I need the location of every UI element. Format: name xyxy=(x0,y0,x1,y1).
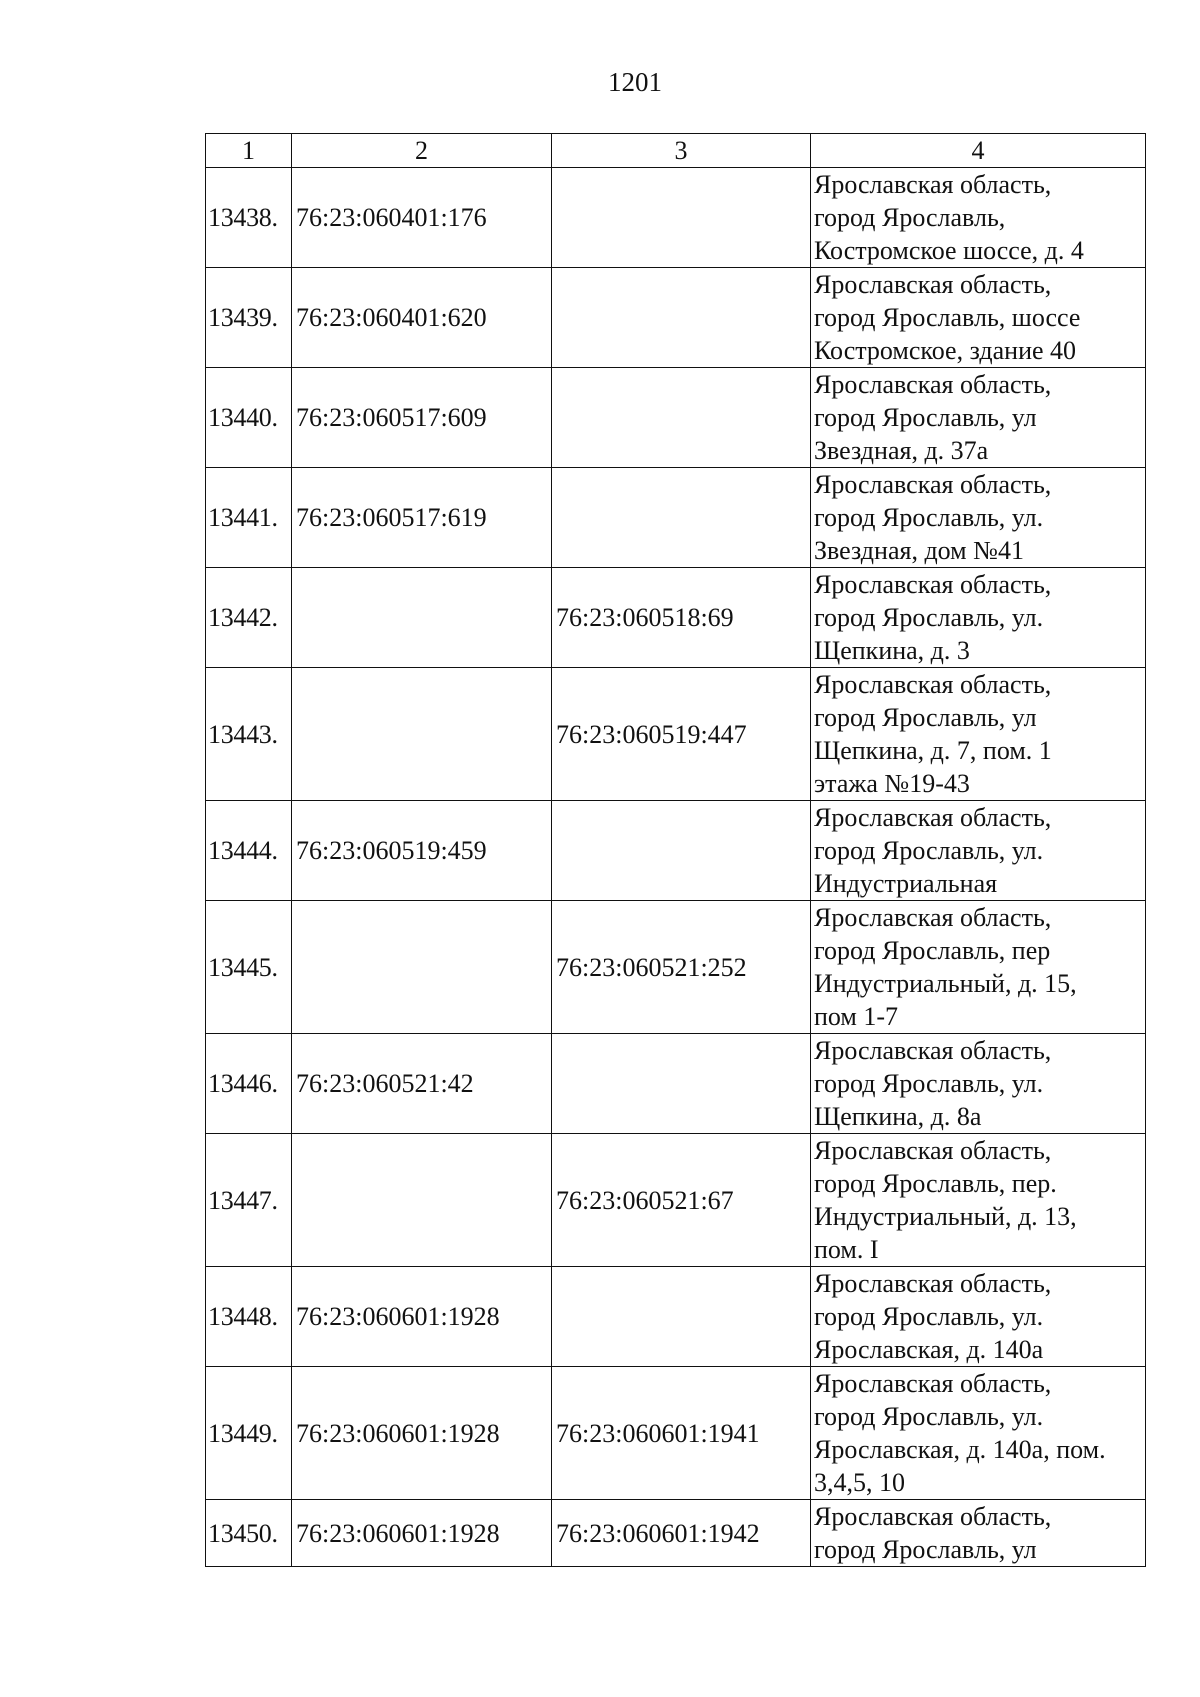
cadastral-number: 76:23:060519:459 xyxy=(292,801,552,901)
cadastral-number: 76:23:060517:609 xyxy=(292,368,552,468)
address: Ярославская область, город Ярославль, ул. Щепкина, д. 3 xyxy=(811,568,1146,668)
cadastral-number-premises xyxy=(552,1267,811,1367)
registry-table xyxy=(205,133,1146,1567)
table-row xyxy=(206,1134,1146,1267)
header-col-3: 3 xyxy=(552,134,811,168)
row-number: 13441. xyxy=(206,468,292,568)
cadastral-number: 76:23:060601:1928 xyxy=(292,1500,552,1567)
header-col-1: 1 xyxy=(206,134,292,168)
table-row xyxy=(206,268,1146,368)
table-row xyxy=(206,801,1146,901)
header-col-2: 2 xyxy=(292,134,552,168)
address: Ярославская область, город Ярославль, ул. Ярославская, д. 140а, пом. 3,4,5, 10 xyxy=(811,1367,1146,1500)
cadastral-number-premises xyxy=(552,468,811,568)
row-number: 13446. xyxy=(206,1034,292,1134)
row-number: 13447. xyxy=(206,1134,292,1267)
table-row xyxy=(206,1367,1146,1500)
address: Ярославская область, город Ярославль, пер Индустриальный, д. 15, пом 1-7 xyxy=(811,901,1146,1034)
row-number: 13440. xyxy=(206,368,292,468)
address: Ярославская область, город Ярославль, ул Щепкина, д. 7, пом. 1 этажа №19-43 xyxy=(811,668,1146,801)
cadastral-number xyxy=(292,568,552,668)
address: Ярославская область, город Ярославль, ул. Щепкина, д. 8а xyxy=(811,1034,1146,1134)
address: Ярославская область, город Ярославль, ул. Индустриальная xyxy=(811,801,1146,901)
cadastral-number: 76:23:060517:619 xyxy=(292,468,552,568)
header-row xyxy=(206,134,1146,168)
cadastral-number-premises xyxy=(552,168,811,268)
cadastral-number: 76:23:060401:176 xyxy=(292,168,552,268)
cadastral-number-premises xyxy=(552,268,811,368)
cadastral-number-premises xyxy=(552,368,811,468)
row-number: 13439. xyxy=(206,268,292,368)
address: Ярославская область, город Ярославль, Костромское шоссе, д. 4 xyxy=(811,168,1146,268)
row-number: 13445. xyxy=(206,901,292,1034)
page-number: 1201 xyxy=(608,67,662,97)
table-row xyxy=(206,168,1146,268)
table-row xyxy=(206,1267,1146,1367)
table-row xyxy=(206,1034,1146,1134)
table-row xyxy=(206,568,1146,668)
row-number: 13449. xyxy=(206,1367,292,1500)
table-row xyxy=(206,668,1146,801)
header-col-4: 4 xyxy=(811,134,1146,168)
cadastral-number-premises: 76:23:060521:252 xyxy=(552,901,811,1034)
cadastral-number xyxy=(292,1134,552,1267)
row-number: 13450. xyxy=(206,1500,292,1567)
row-number: 13442. xyxy=(206,568,292,668)
row-number: 13448. xyxy=(206,1267,292,1367)
cadastral-number xyxy=(292,668,552,801)
table-header xyxy=(206,134,1146,168)
cadastral-number: 76:23:060601:1928 xyxy=(292,1367,552,1500)
table-body xyxy=(206,168,1146,1567)
row-number: 13443. xyxy=(206,668,292,801)
address: Ярославская область, город Ярославль, ул xyxy=(811,1500,1146,1567)
address: Ярославская область, город Ярославль, ул Звездная, д. 37а xyxy=(811,368,1146,468)
table-row xyxy=(206,1500,1146,1567)
row-number: 13444. xyxy=(206,801,292,901)
row-number: 13438. xyxy=(206,168,292,268)
cadastral-number-premises xyxy=(552,801,811,901)
cadastral-number: 76:23:060521:42 xyxy=(292,1034,552,1134)
table-row xyxy=(206,901,1146,1034)
cadastral-number-premises: 76:23:060519:447 xyxy=(552,668,811,801)
cadastral-number: 76:23:060601:1928 xyxy=(292,1267,552,1367)
table-row xyxy=(206,368,1146,468)
table-row xyxy=(206,468,1146,568)
cadastral-number-premises: 76:23:060518:69 xyxy=(552,568,811,668)
address: Ярославская область, город Ярославль, ул. Ярославская, д. 140а xyxy=(811,1267,1146,1367)
cadastral-number xyxy=(292,901,552,1034)
address: Ярославская область, город Ярославль, пер. Индустриальный, д. 13, пом. I xyxy=(811,1134,1146,1267)
cadastral-number-premises xyxy=(552,1034,811,1134)
cadastral-number-premises: 76:23:060601:1942 xyxy=(552,1500,811,1567)
cadastral-number-premises: 76:23:060521:67 xyxy=(552,1134,811,1267)
address: Ярославская область, город Ярославль, шоссе Костромское, здание 40 xyxy=(811,268,1146,368)
address: Ярославская область, город Ярославль, ул. Звездная, дом №41 xyxy=(811,468,1146,568)
cadastral-number-premises: 76:23:060601:1941 xyxy=(552,1367,811,1500)
cadastral-number: 76:23:060401:620 xyxy=(292,268,552,368)
